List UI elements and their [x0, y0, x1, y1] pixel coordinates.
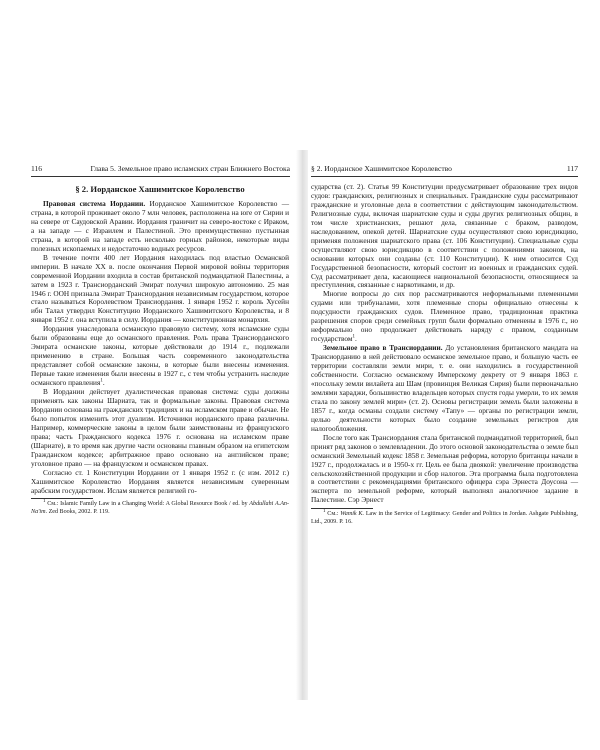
right-page: [303, 162, 600, 526]
left-paragraph-3: [31, 325, 289, 388]
footnote-reference: 1: [100, 378, 103, 384]
section-title: § 2. Иорданское Хашимитское Королевство: [75, 184, 245, 194]
footnote-author: Wamik K.: [340, 511, 365, 518]
right-page-number: 117: [566, 164, 578, 173]
paragraph-end: .: [355, 334, 357, 344]
right-paragraph-2: [311, 290, 578, 344]
footnote-mark: 1: [43, 499, 46, 505]
left-page: [0, 162, 298, 516]
left-page-number: 116: [31, 164, 43, 173]
left-paragraph-5: Согласно ст. 1 Конституции Иордании от 1 января 1952 г. (с изм. 2012 г.) Хашимитское Королевство Иордания является независимым суверенным арабским государством. Ислам является религией го-: [31, 467, 289, 495]
left-running-header: [31, 162, 290, 177]
paragraph-text: Иордания унаследовала османскую правовую систему, хотя исламские суды были образованы еще до османского правления. Роль права Трансиорданского Эмирата османские законы, которые действовали до 1914 г., подлежали применению в стране. Большая часть современного законодательства представляет собой османские законы, в которые были внесены изменения. Первые такие изменения были внесены в 1927 г., с тем чтобы устранить наследие османского правления: [31, 324, 289, 388]
left-footnotes: [31, 498, 289, 516]
paragraph-text: До установления британского мандата на Трансиорданию в ней действовало османское земельное право, и большую часть ее территории составляли земли мири, т. е. они находились в государственной собственности. Согласно османскому Имперскому декрету от 9 января 1863 г. «посольку земли вилайета аш Шам (провинция Великая Сирия) были первоначально землями хараджи, большинство владельцев которых спустя годы умерли, то их земля стала по закону землей мири» (ст. 2). Основы регистрации земель были заложены в 1857 г., когда османы создали систему «Тапу» — органы по регистрации земли, целью деятельности которых было создание земельных регистров для налогообложения.: [311, 343, 578, 433]
paragraph-end: .: [102, 378, 105, 388]
paragraph-text: Многие вопросы до сих пор рассматриваются неформальными племенными судами или трибуналами, хотя племенные споры официально отнесены к подсудности гражданских судов. Племенное право, традиционная практика разрешения споров среди семейных групп были формально отменены в 1976 г., но неформально оно продолжает действовать наряду с правом, созданным государством: [311, 289, 578, 344]
right-paragraph-3: [311, 344, 578, 434]
footnote-end: . Zed Books, 2002. P. 119.: [45, 508, 110, 515]
left-paragraph-4: В Иордании действует дуалистическая правовая система: суды должны применять как законы Шариата, так и формальные законы. Правовая система Иордании основана на гражданских традициях и на исламском праве и обычае. Не было попыток изменить этот дуализм. Источники иорданского права различны. Например, коммерческие законы в целом были заимствованы из французского права; часть Гражданского кодекса 1976 г. основана на исламском праве (Шариате), в то время как другие части основаны главным образом на египетском Гражданском кодексе; арбитражное право основано на английском праве; уголовное право — на французском и османском правах.: [31, 387, 289, 468]
left-page-body: [0, 183, 298, 516]
paragraph-lead-heading: Правовая система Иордании.: [43, 199, 146, 208]
left-running-head: Глава 5. Земельное право исламских стран Ближнего Востока: [90, 164, 290, 173]
paragraph-text: Иорданское Хашимитское Королевство — страна, в которой проживает около 7 млн человек, расположена на юге от Сирии и на севере от Саудовской Аравии. Иордания граничит на северо-востоке с Ираком, а на западе — с Израилем и Палестиной. Это преимущественно пустынная страна, в которой на западе есть несколько горных районов, некоторые виды полезных ископаемых и недостаточно водных ресурсов.: [31, 199, 290, 253]
footnote-text: См.: Islamic Family Law in a Changing World: A Global Resource Book / ed. by: [45, 501, 250, 508]
right-running-header: [311, 162, 578, 177]
left-paragraph-2: В течение почти 400 лет Иордания находилась под властью Османской империи. В начале XX в. после окончания Первой мировой войны территория современной Иордании входила в состав британской подмандатной Палестины, а затем в 1923 г. Трансиорданский Эмират получил широкую автономию. 25 мая 1946 г. ООН признала Эмират Трансиордания независимым государством, которое стало называться Королевством Трансиордания. 1 января 1952 г. король Хусейн ибн Талал утвердил Конституцию Иорданского Хашимитского Королевства, и 8 января 1952 г. она вступила в силу. Иордания — конституционная монархия.: [31, 252, 289, 325]
footnote-text: См.:: [325, 511, 341, 518]
footnote-reference: 1: [352, 334, 356, 340]
left-footnote: [31, 501, 289, 516]
right-paragraph-4: После того как Трансиордания стала британской подмандатной территорией, был принят ряд законов о землевладении. До этого основой законодательства о земле был османский Земельный кодекс 1858 г. Земельная реформа, которую британцы начали в 1927 г., продолжалась и в 1950-х гг. Цель ее была двоякой: увеличение производства сельскохозяйственной продукции и сбор налогов. Эта программа была подготовлена в соответствии с рекомендациями британского офицера сэра Эрнеста Доусона — эксперта по земельной реформе, который выполнял аналогичное задание в Палестине. Сэр Эрнест: [311, 432, 578, 505]
footnote-rule: [31, 498, 93, 499]
right-running-head: § 2. Иорданское Хашимитское Королевство: [311, 164, 452, 173]
paragraph-lead-heading: Земельное право в Трансиордании.: [323, 343, 443, 353]
footnote-author: Abdullahi A.An-Na'im: [31, 501, 289, 515]
right-page-body: [303, 183, 600, 526]
footnote-mark: 1: [323, 509, 326, 515]
right-footnotes: [311, 508, 578, 526]
left-paragraph-1: [31, 200, 289, 254]
right-footnote: [311, 511, 578, 526]
right-paragraph-1: сударства (ст. 2). Статья 99 Конституции предусматривает образование трех видов судов: гражданских, религиозных и специальных. Гражданские суды рассматривают гражданские и уголовные дела в соответствии с действующим законодательством. Религиозные суды, включая шариатские суды и суды других религиозных общин, в том числе христианских, решают дела, связанные с браком, разводом, наследованием, опекой детей. Шариатские суды осуществляют свою юрисдикцию, применяя положения шариатского права (ст. 106 Конституции). Специальные суды осуществляют свою юрисдикцию в соответствии с положениями законов, на основании которых они созданы (ст. 110 Конституции). К ним относится Суд Государственной безопасности, который состоит из военных и гражданских судей. Суд рассматривает дела, касающиеся национальной безопасности, относящиеся за преступления, связанные с наркотиками, и др.: [311, 182, 578, 290]
footnote-end: Law in the Service of Legitimacy: Gender and Politics in Jordan. Ashgate Publishing, Ltd., 2009. P. 16.: [311, 511, 578, 525]
footnote-rule: [311, 508, 373, 509]
